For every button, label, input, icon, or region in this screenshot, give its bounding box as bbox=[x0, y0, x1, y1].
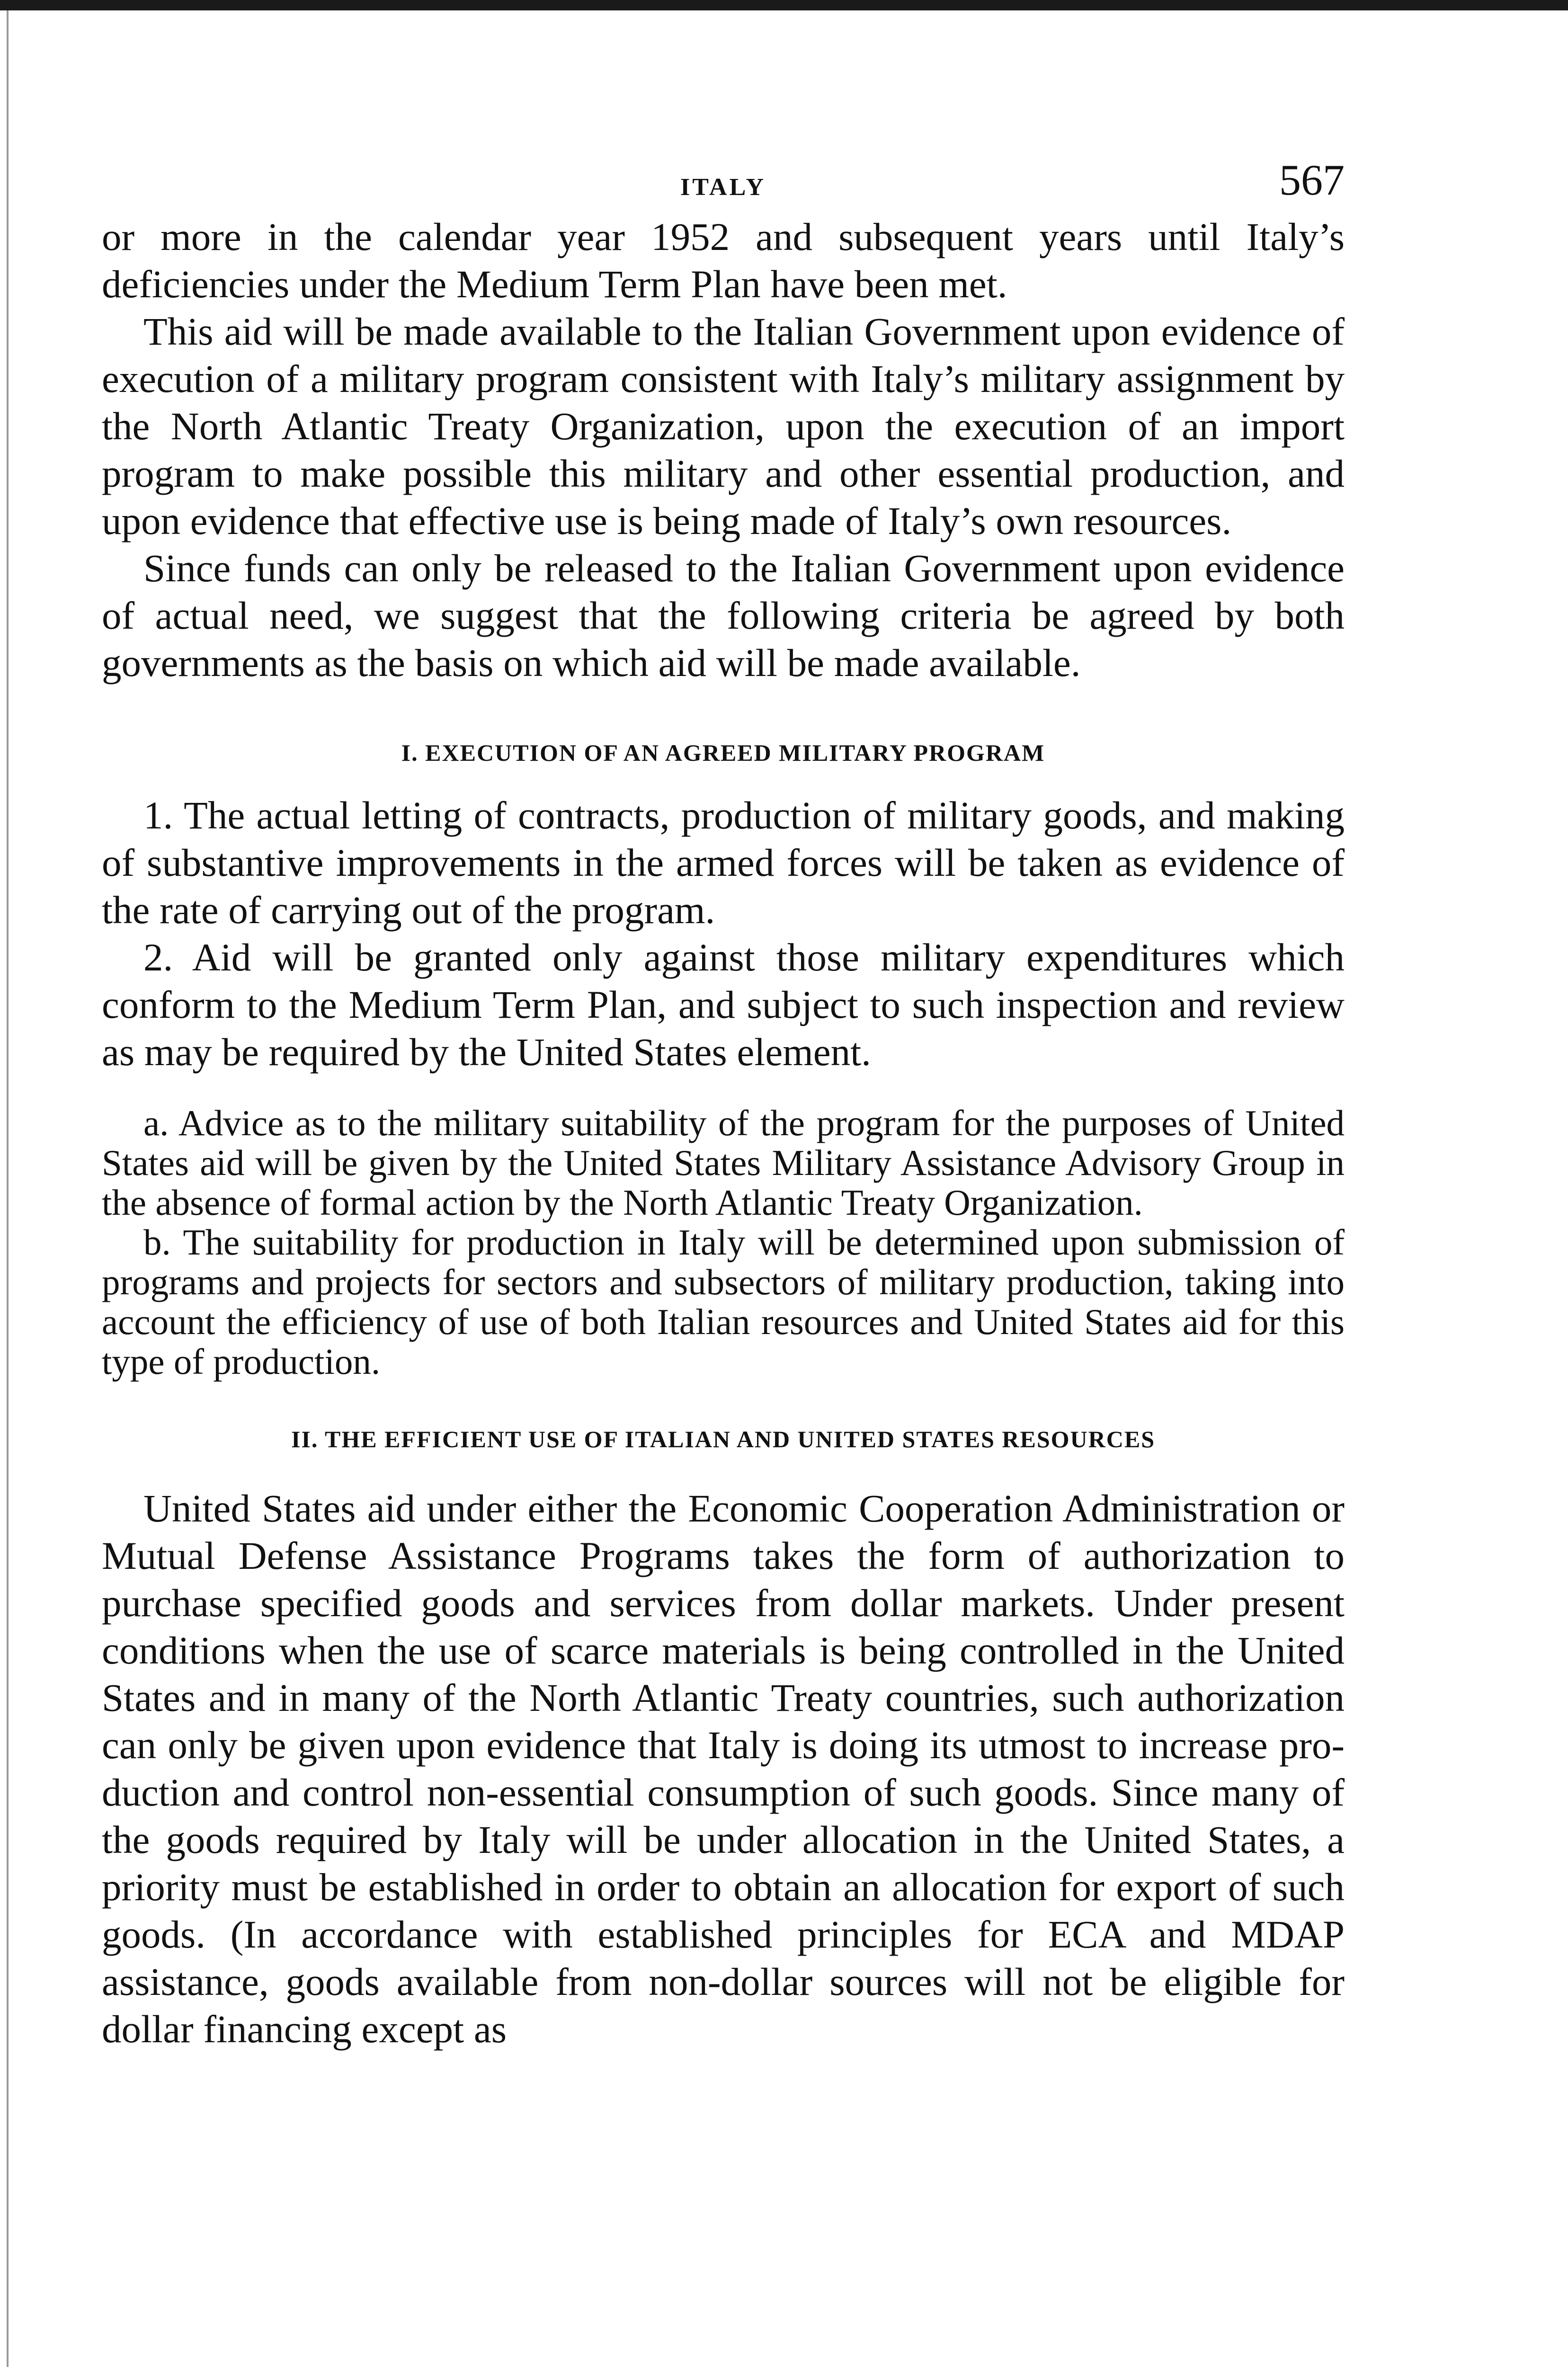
section2-paragraph: United States aid under either the Economic Cooperation Administration or Mutual Defense Assistance Programs takes the form of authorization to purchase specified goods and services from dollar markets. Under present conditions when the use of scarce materials is being controlled in the United States and in many of the North Atlantic Treaty countries, such authorization can only be given upon evidence that Italy is doing its utmost to increase production and control non-essential consumption of such goods. Since many of the goods required by Italy will be under allocation in the United States, a priority must be established in order to obtain an allocation for export of such goods. (In accordance with established principles for ECA and MDAP assistance, goods available from non-dollar sources will not be eligible for dollar financing except as bbox=[102, 1486, 1345, 2051]
page-number: 567 bbox=[1279, 156, 1345, 204]
section1-item-2: 2. Aid will be granted only against those military expenditures which conform to the Medium Term Plan, and subject to such inspection and review as may be required by the United States element. bbox=[102, 935, 1345, 1074]
page-left-edge bbox=[7, 10, 9, 2367]
section1-subitem-b: b. The suitability for production in Italy will be determined upon submission of programs and projects for sectors and subsectors of military production, taking into account the efficiency of use of both Italian resources and United States aid for this type of production. bbox=[102, 1222, 1345, 1382]
section1-subitem-a: a. Advice as to the military suitability of the program for the purposes of United States aid will be given by the United States Military Assistance Advisory Group in the absence of formal action by the North Atlantic Treaty Organization. bbox=[102, 1103, 1345, 1223]
document-page bbox=[102, 156, 1345, 2053]
intro-paragraph-continued: or more in the calendar year 1952 and subsequent years until Italy’s deficiencies under the Medium Term Plan have been met. bbox=[102, 215, 1345, 306]
section-heading-efficient-use: II. THE EFFICIENT USE OF ITALIAN AND UNITED STATES RESOURCES bbox=[291, 1426, 1156, 1452]
running-header bbox=[102, 156, 1345, 213]
intro-paragraph-criteria: Since funds can only be released to the Italian Government upon evidence of actual need, we suggest that the following criteria be agreed by both governments as the basis on which aid will be made available. bbox=[102, 546, 1345, 685]
running-title: ITALY bbox=[680, 174, 766, 201]
section-heading-military-program: I. EXECUTION OF AN AGREED MILITARY PROGRAM bbox=[401, 739, 1045, 766]
section1-item-1: 1. The actual letting of contracts, production of military goods, and making of substantive improvements in the armed forces will be taken as evidence of the rate of carrying out of the program. bbox=[102, 793, 1345, 932]
page-top-border bbox=[0, 0, 1568, 10]
intro-paragraph-aid-conditions: This aid will be made available to the Italian Government upon evidence of execution of a military program consistent with Italy’s military assignment by the North Atlantic Treaty Organization, upon the execution of an import program to make possible this military and other essential production, and upon evidence that effective use is being made of Italy’s own resources. bbox=[102, 310, 1345, 543]
